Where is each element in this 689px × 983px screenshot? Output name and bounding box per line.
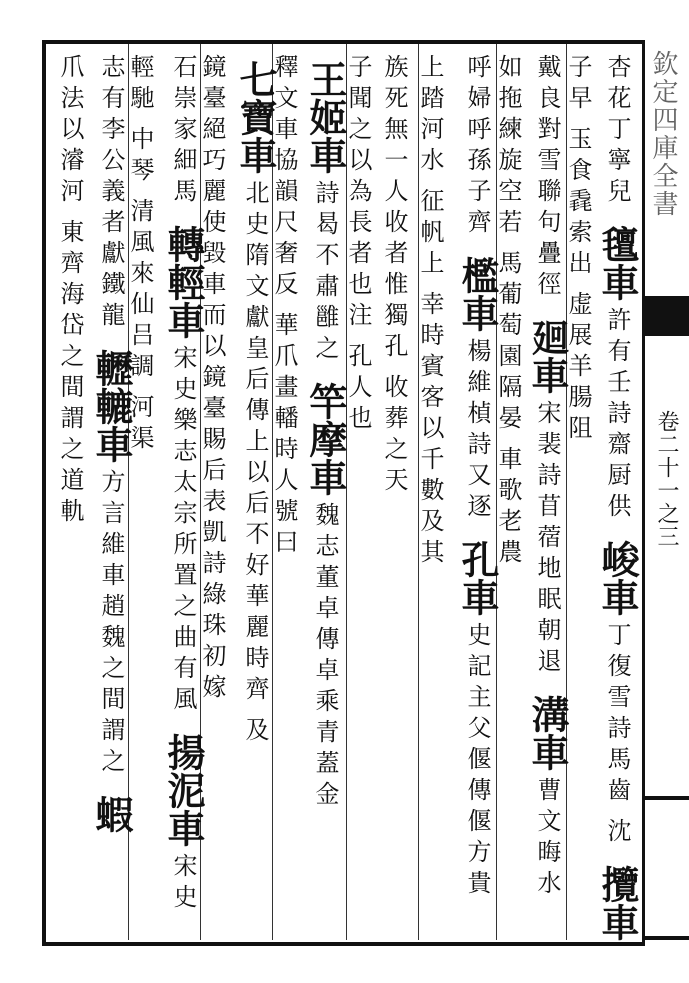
annotation-text: 族死無一人收者惟獨孔 <box>380 54 408 364</box>
annotation-text: 如拖練旋空若 <box>494 54 522 240</box>
annotation-text: 征帆上 <box>416 188 444 281</box>
text-column <box>303 54 348 934</box>
text-column <box>382 54 406 934</box>
annotation-text: 上踏河水 <box>416 54 444 178</box>
annotation-text: 收葬之天 <box>380 374 408 498</box>
annotation-text: 車歌老農 <box>494 446 522 570</box>
annotation-text: 史記主父偃傳偃方貴 <box>463 622 491 901</box>
margin-book-title: 欽定四庫全書 <box>648 50 678 218</box>
annotation-text: 戴良對雪聯句疊徑 <box>533 54 561 302</box>
entry-headword: 轣轆車 <box>89 349 134 463</box>
annotation-text: 許有壬詩齋厨供 <box>603 307 631 524</box>
annotation-text: 河渠 <box>126 394 154 456</box>
entry-headword: 蝦 <box>89 795 134 833</box>
annotation-text: 北史隋文獻皇后傳上以后不好華麗時齊 <box>241 180 269 707</box>
fish-tail-mark <box>645 296 689 336</box>
annotation-text: 東齊海岱之間謂之道軌 <box>56 219 84 529</box>
entry-headword: 氊車 <box>595 225 640 301</box>
annotation-text: 華爪畫轓時人號曰 <box>270 312 298 560</box>
annotation-text: 杏花丁寧兒 <box>603 54 631 209</box>
annotation-text: 馬葡萄園隔晏 <box>494 250 522 436</box>
annotation-text: 宋裴詩苜蓿地眠朝退 <box>533 400 561 679</box>
annotation-text: 宋史 <box>169 853 197 915</box>
entry-headword: 峻車 <box>595 540 640 616</box>
annotation-text: 楊維楨詩又逐 <box>463 338 491 524</box>
annotation-text: 丁復雪詩馬齒 <box>603 622 631 808</box>
annotation-text: 釋文車協韻尺奢反 <box>270 54 298 302</box>
annotation-text: 曹文晦水 <box>533 777 561 901</box>
margin-juan-label: 卷二十一之三 <box>654 410 679 548</box>
annotation-text: 石崇家細馬 <box>169 54 197 209</box>
margin-divider-bottom <box>645 936 689 940</box>
text-column <box>89 54 134 934</box>
annotation-text: 鏡臺絕巧麗使毀車而以鏡臺賜后表凱詩綠珠初嫁 <box>198 54 226 705</box>
entry-headword: 轉輕車 <box>161 225 206 339</box>
text-column <box>346 54 370 934</box>
entry-headword: 孔車 <box>455 540 500 616</box>
entry-headword: 王姬車 <box>303 60 348 174</box>
annotation-text: 玉食毳索出 <box>564 126 592 281</box>
annotation-text: 呼婦呼孫子齊 <box>463 54 491 240</box>
entry-headword: 攬車 <box>595 865 640 941</box>
entry-headword: 竿摩車 <box>303 382 348 496</box>
text-column <box>161 54 206 934</box>
annotation-text: 方言維車趙魏之間謂之 <box>97 469 125 779</box>
annotation-text: 輕馳 <box>126 54 154 116</box>
annotation-text: 清風來仙吕調 <box>126 198 154 384</box>
annotation-text: 魏志董卓傳卓乘青蓋金 <box>311 502 339 812</box>
annotation-text: 虚展羊腸阻 <box>564 291 592 446</box>
annotation-text: 幸時賓客以千數及其 <box>416 291 444 570</box>
entry-headword: 七寶車 <box>233 60 278 174</box>
annotation-text: 志有李公義者獻鐵龍 <box>97 54 125 333</box>
annotation-text: 子聞之以為長者也注 <box>344 54 372 333</box>
text-column <box>525 54 570 934</box>
text-column <box>418 54 442 934</box>
annotation-text: 爪法以濬河 <box>56 54 84 209</box>
text-column <box>233 54 278 934</box>
annotation-text: 詩曷不肅雝之 <box>311 180 339 366</box>
entry-headword: 檻車 <box>455 256 500 332</box>
entry-headword: 溝車 <box>525 695 570 771</box>
annotation-text: 宋史樂志太宗所置之曲有風 <box>169 345 197 717</box>
annotation-text: 孔人也 <box>344 343 372 436</box>
entry-headword: 廻車 <box>525 318 570 394</box>
annotation-text: 沈 <box>603 818 631 849</box>
annotation-text: 子早 <box>564 54 592 116</box>
annotation-text: 及 <box>241 717 269 748</box>
text-column <box>496 54 520 934</box>
text-column <box>566 54 590 934</box>
text-column <box>455 54 500 934</box>
annotation-text: 中琴 <box>126 126 154 188</box>
entry-headword: 揚泥車 <box>161 733 206 847</box>
margin-divider <box>645 796 689 800</box>
text-column <box>58 54 82 934</box>
text-column <box>272 54 296 934</box>
text-column <box>595 54 640 941</box>
